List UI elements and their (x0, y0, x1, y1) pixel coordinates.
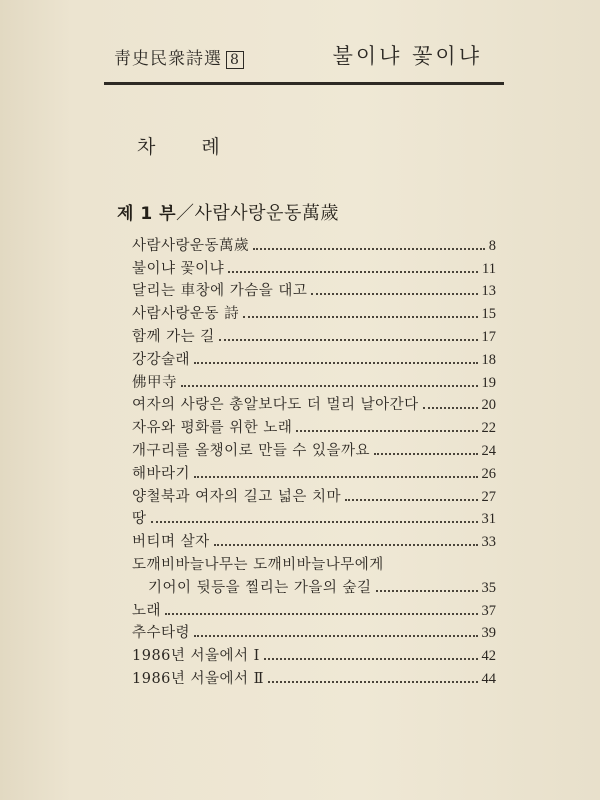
series-name: 靑史民衆詩選 (114, 49, 222, 69)
dot-leader (228, 271, 478, 273)
toc-entry-page: 17 (481, 328, 496, 345)
toc-entry (132, 620, 496, 643)
toc-entry-title: 노래 (132, 602, 162, 619)
toc-entry (132, 323, 496, 346)
toc-entry (132, 597, 496, 620)
series-title (114, 44, 244, 69)
book-title: 불이냐 꽃이냐 (332, 44, 482, 68)
toc-entry-title: 땅 (132, 511, 147, 528)
dot-leader (264, 658, 478, 660)
toc-entry-page: 37 (481, 602, 496, 619)
toc-entry-page: 27 (481, 488, 496, 505)
dot-leader (151, 521, 478, 523)
toc-entry (132, 300, 496, 323)
toc-entry-page: 26 (481, 465, 496, 482)
dot-leader (214, 544, 478, 546)
toc-entry-page: 31 (481, 511, 496, 528)
toc-entry-page: 18 (481, 351, 496, 368)
toc-entry (132, 414, 496, 437)
toc-entry (132, 460, 496, 483)
running-header (104, 38, 504, 82)
toc-entry-title: 자유와 평화를 위한 노래 (132, 420, 293, 437)
dot-leader (194, 362, 477, 364)
toc-entry-title: 사람사랑운동萬歲 (132, 237, 250, 254)
toc-entry-title: 달리는 車창에 가슴을 대고 (132, 283, 308, 300)
toc-entry (132, 528, 496, 551)
toc-entry (132, 483, 496, 506)
part-name: ／사람사랑운동萬歲 (176, 203, 339, 224)
toc-entry (132, 278, 496, 301)
toc-entry (132, 506, 496, 529)
toc-entry-title: 해바라기 (132, 465, 191, 482)
toc-entry (132, 437, 496, 460)
toc-heading: 차 례 (137, 136, 240, 158)
toc-entry-page: 33 (481, 534, 496, 551)
table-of-contents (132, 232, 496, 688)
toc-entry-title: 불이냐 꽃이냐 (132, 260, 225, 277)
dot-leader (374, 453, 477, 455)
volume-number: 8 (226, 51, 244, 69)
dot-leader (194, 635, 477, 637)
toc-entry-title: 버티며 살자 (132, 534, 210, 551)
toc-entry-page: 8 (488, 237, 496, 254)
toc-entry-page: 13 (481, 283, 496, 300)
toc-entry (132, 369, 496, 392)
toc-entry (132, 255, 496, 278)
dot-leader (376, 590, 478, 592)
toc-entry-page: 20 (481, 397, 496, 414)
toc-entry-page: 22 (481, 420, 496, 437)
dot-leader (296, 430, 477, 432)
dot-leader (268, 681, 477, 683)
dot-leader (194, 476, 477, 478)
dot-leader (311, 293, 477, 295)
toc-entry-page: 35 (481, 579, 496, 596)
toc-entry-title: 도깨비바늘나무는 도깨비바늘나무에게 (132, 556, 384, 573)
dot-leader (165, 613, 477, 615)
toc-entry-title: 양철북과 여자의 길고 넓은 치마 (132, 488, 342, 505)
dot-leader (243, 316, 477, 318)
dot-leader (181, 385, 478, 387)
toc-entry-page: 42 (481, 648, 496, 665)
toc-entry-page: 15 (481, 306, 496, 323)
toc-entry (132, 551, 496, 574)
toc-entry-title: 기어이 뒷등을 찔리는 가을의 숲길 (148, 579, 372, 596)
toc-entry-title: 佛甲寺 (132, 374, 177, 391)
dot-leader (345, 499, 477, 501)
toc-entry-page: 39 (481, 625, 496, 642)
toc-entry-title: 여자의 사랑은 총알보다도 더 멀리 날아간다 (132, 397, 419, 414)
toc-entry-title: 개구리를 올챙이로 만들 수 있을까요 (132, 442, 371, 459)
toc-entry (132, 346, 496, 369)
toc-entry (132, 665, 496, 688)
toc-entry-title: 1986년 서울에서 Ⅰ (132, 648, 260, 665)
toc-entry (132, 232, 496, 255)
dot-leader (253, 248, 485, 250)
toc-entry-page: 19 (481, 374, 496, 391)
dot-leader (219, 339, 478, 341)
toc-entry-title: 강강술래 (132, 351, 191, 368)
toc-entry-title: 함께 가는 길 (132, 328, 215, 345)
toc-entry-page: 11 (482, 260, 496, 277)
part-title (117, 199, 339, 225)
toc-entry-title: 사람사랑운동 詩 (132, 306, 240, 323)
dot-leader (423, 407, 478, 409)
toc-entry-title: 1986년 서울에서 Ⅱ (132, 670, 265, 687)
header-rule (104, 82, 504, 85)
part-number: 제 1 부 (117, 204, 177, 224)
toc-entry-page: 44 (481, 670, 496, 687)
toc-entry (132, 642, 496, 665)
toc-entry (132, 392, 496, 415)
toc-entry (132, 574, 496, 597)
toc-entry-title: 추수타령 (132, 625, 191, 642)
toc-entry-page: 24 (481, 442, 496, 459)
